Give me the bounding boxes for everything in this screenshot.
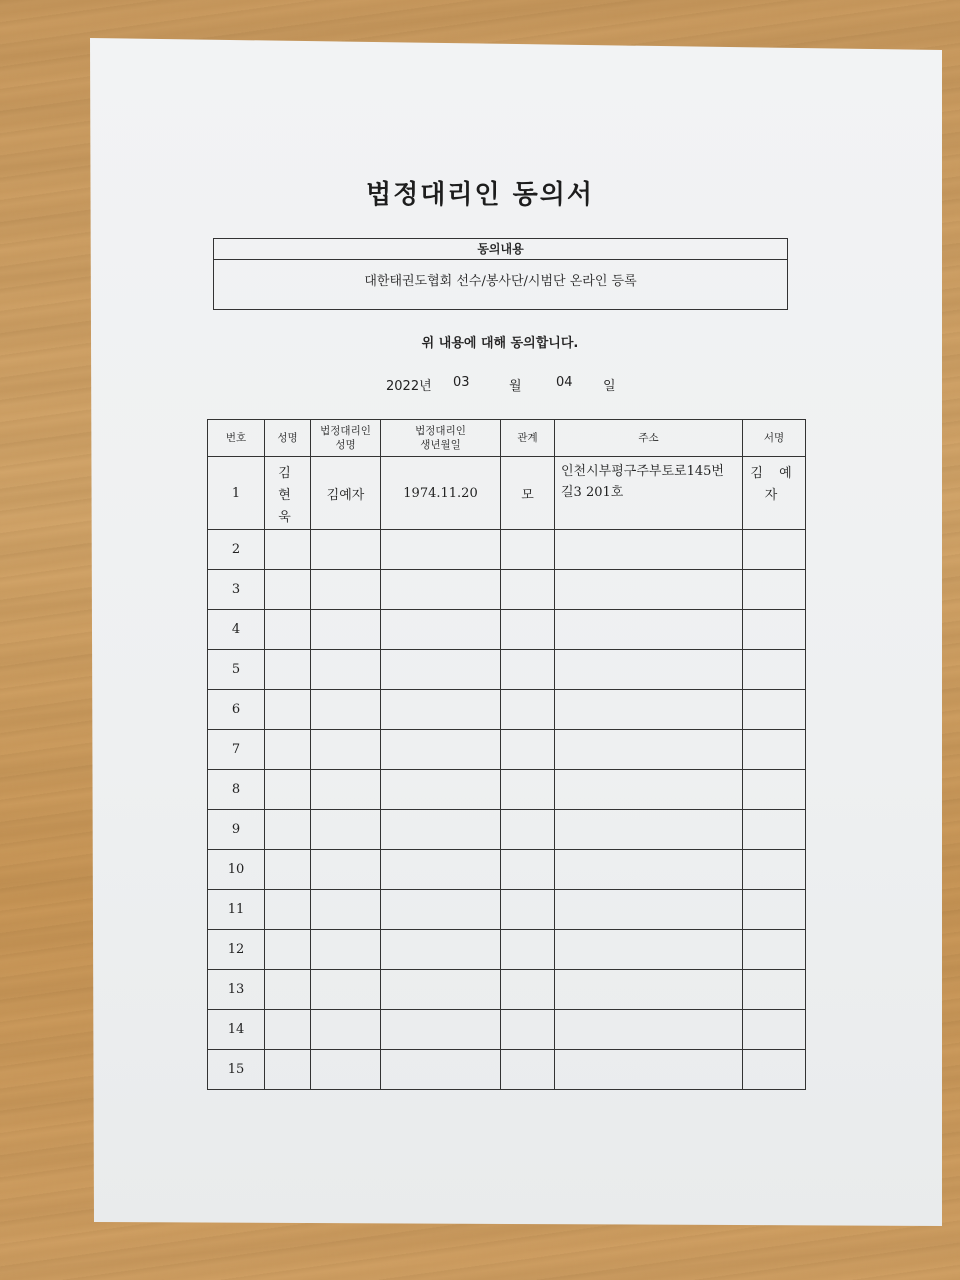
cell-number: 9 [208,810,265,850]
header-guardian-name: 법정대리인 성명 [311,420,381,457]
header-guardian-birth: 법정대리인 생년월일 [381,420,501,457]
date-day-value: 04 [556,375,573,390]
header-relation: 관계 [501,420,555,457]
cell-number: 8 [208,770,265,810]
table-row [208,570,806,610]
table-row [208,930,806,970]
table-row [208,890,806,930]
cell-relation: 모 [501,457,555,530]
date-month-value: 03 [453,375,470,390]
table-header-row [208,420,806,457]
cell-address: 인천시부평구주부토로145번길3 201호 [555,457,743,530]
date-month-label: 월 [509,379,522,394]
cell-number: 11 [208,890,265,930]
table-row [208,970,806,1010]
document-title: 법정대리인 동의서 [366,180,594,210]
header-signature: 서명 [743,420,806,457]
date-year: 2022년 [386,379,432,394]
consent-box [213,238,788,310]
table-row [208,530,806,570]
table-row [208,650,806,690]
roster-table [207,419,806,1090]
consent-content: 대한태권도협회 선수/봉사단/시범단 온라인 등록 [364,274,637,289]
cell-number: 6 [208,690,265,730]
cell-number: 1 [208,457,265,530]
table-row [208,730,806,770]
table-row [208,690,806,730]
consent-header: 동의내용 [214,239,787,260]
agreement-statement: 위 내용에 대해 동의합니다. [421,336,579,351]
cell-name: 김 현 욱 [265,457,311,530]
cell-number: 3 [208,570,265,610]
header-address: 주소 [555,420,743,457]
table-row [208,1050,806,1090]
cell-number: 2 [208,530,265,570]
header-name: 성명 [265,420,311,457]
cell-guardian-birth: 1974.11.20 [381,457,501,530]
cell-number: 12 [208,930,265,970]
table-row [208,610,806,650]
cell-number: 7 [208,730,265,770]
cell-number: 5 [208,650,265,690]
date-day-label: 일 [603,379,616,394]
header-number: 번호 [208,420,265,457]
table-row [208,770,806,810]
cell-number: 4 [208,610,265,650]
cell-guardian-name: 김예자 [311,457,381,530]
cell-signature: 김 예 자 [743,457,806,530]
table-row [208,810,806,850]
cell-number: 10 [208,850,265,890]
table-row [208,457,806,530]
cell-number: 15 [208,1050,265,1090]
cell-number: 13 [208,970,265,1010]
table-row [208,850,806,890]
cell-number: 14 [208,1010,265,1050]
table-row [208,1010,806,1050]
